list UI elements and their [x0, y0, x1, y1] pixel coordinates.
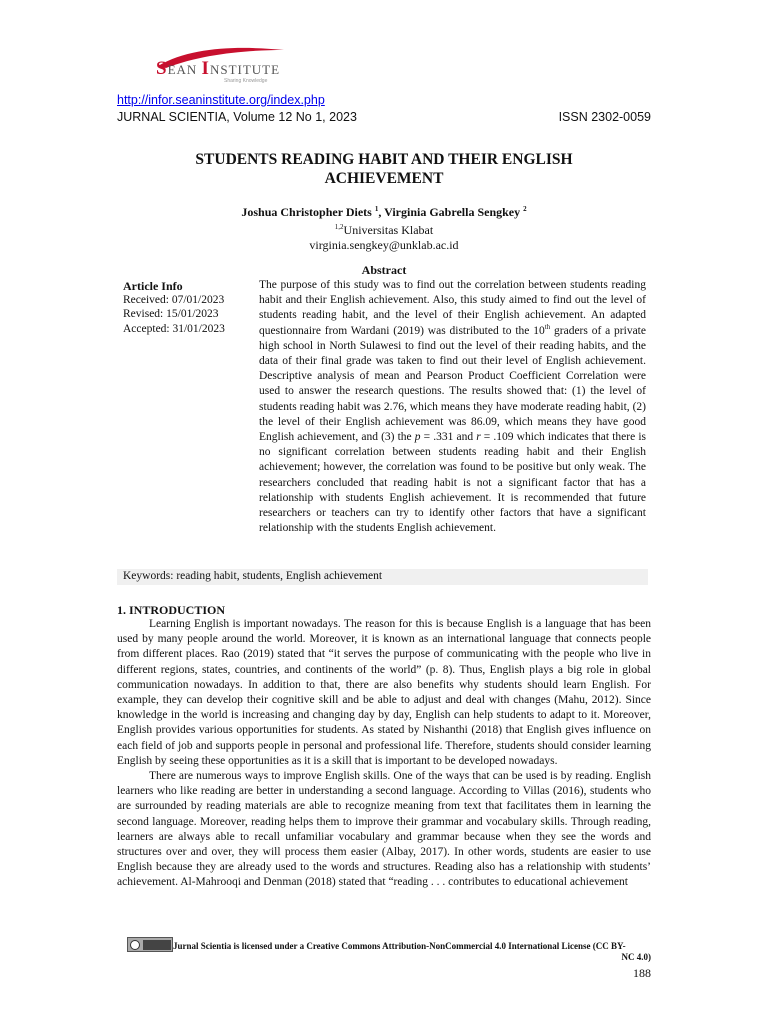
revised-date: Revised: 15/01/2023	[123, 308, 219, 321]
author-2: Virginia Gabrella Sengkey	[384, 205, 521, 219]
introduction-heading: 1. INTRODUCTION	[117, 603, 226, 617]
journal-issn: ISSN 2302-0059	[558, 110, 651, 124]
introduction-body	[117, 617, 651, 891]
sean-institute-logo	[152, 44, 292, 88]
author-names	[117, 202, 651, 220]
article-info-heading: Article Info	[123, 279, 183, 293]
cc-circle-icon	[130, 940, 140, 950]
license-line-2: NC 4.0)	[621, 952, 651, 962]
logo-wordmark: SEAN INSTITUTE	[156, 58, 281, 79]
author-2-sup: 2	[523, 205, 527, 213]
cc-by-nc-icon	[143, 940, 171, 950]
abstract-sup-th: th	[544, 322, 551, 331]
paper-title-line1: STUDENTS READING HABIT AND THEIR ENGLISH	[195, 151, 573, 168]
intro-paragraph-2: There are numerous ways to improve English skills. One of the ways that can be used is by reading. English learners who like reading are better in understanding a second language. According to Villas (2016), students who are surrounded by reading materials are able to recognize meaning from text that facilitates them in learning the second language. Moreover, reading helps them to improve their grammar and vocabulary skills. Through reading, learners are always able to recall unfamiliar vocabulary and grammar because when they see the words and structures over and over, they will process them easier (Albay, 2017). In other words, students are easier to use English because they are already used to the words and structures. Reading also has a relationship with students’ achievement. Al-Mahrooqi and Denman (2018) stated that “reading . . . contributes to educational achievement	[117, 770, 651, 889]
abstract-text-3: which indicates that there is no significant correlation between students reading habit and their English achievement; however, the correlation was found to be positive but only weak. The researchers concluded that reading habit is not a significant factor that has a relationship with students English achievement. It is recommended that future researchers or teachers can try to identify other factors that have a significant relationship with the students English achievement.	[259, 431, 646, 535]
p-value: = .331 and	[420, 431, 477, 444]
author-block	[117, 202, 651, 253]
page-number: 188	[633, 966, 651, 980]
abstract-body	[259, 278, 646, 536]
license-line-1: Jurnal Scientia is licensed under a Creative Commons Attribution-NonCommercial 4.0 International License (CC BY-	[173, 941, 626, 951]
paper-title	[117, 150, 651, 188]
affiliation-name: Universitas Klabat	[343, 223, 434, 237]
r-value: = .109	[480, 431, 514, 444]
author-1: Joshua Christopher Diets	[241, 205, 372, 219]
logo-tagline: Sharing Knowledge	[224, 78, 268, 84]
author-1-sup: 1	[374, 205, 379, 213]
author-email: virginia.sengkey@unklab.ac.id	[309, 238, 459, 252]
intro-paragraph-1: Learning English is important nowadays. The reason for this is because English is a language that has been used by many people around the world. Moreover, it is known as an international language that connects people from different places. Rao (2019) stated that “it serves the purpose of communicating with the people who live in different regions, states, countries, and continents of the world” (p. 8). Thus, English plays a big role in global communication nowadays. In addition to that, there are also benefits why students should learn English. For example, they can develop their cognitive skill and be able to adjust and deal with changes (Mahu, 2012). Since knowledge in the world is increasing and changing day by day, English can help students to adapt to it. Moreover, English provides various opportunities for students. As stated by Nishanthi (2018) that English gives influence on each field of job and supports people in personal and professional life. Therefore, students should consider learning English by seeing these opportunities as it is a skill that is important to be developed nowadays.	[117, 618, 651, 767]
journal-volume: JURNAL SCIENTIA, Volume 12 No 1, 2023	[117, 110, 357, 124]
abstract-text-2: graders of a private high school in North Sulawesi to find out the level of their reading habits, and the data of their final grade was taken to find out their level of English achievement. Descriptive analysis of mean and Pearson Product Coefficient Correlation were used to answer the research questions. The results showed that: (1) the level of students reading habit was 2.76, which means they have moderate reading habit, (2) the level of their English achievement was 86.09, which means they have good English achievement, and (3) the	[259, 324, 646, 444]
journal-url-link[interactable]: http://infor.seaninstitute.org/index.php	[117, 93, 325, 107]
paper-title-line2: ACHIEVEMENT	[324, 170, 444, 187]
received-date: Received: 07/01/2023	[123, 294, 225, 307]
author-separator: ,	[378, 205, 385, 219]
accepted-date: Accepted: 31/01/2023	[123, 322, 225, 335]
keywords: Keywords: reading habit, students, English achievement	[123, 570, 383, 582]
article-info	[123, 279, 253, 336]
affiliation	[117, 220, 651, 238]
journal-header-line	[117, 110, 651, 124]
r-symbol: r	[476, 431, 481, 444]
license-text	[173, 941, 651, 963]
abstract-text-1: The purpose of this study was to find out the correlation between students reading habit and their English achievement. Also, this study aimed to find out the level of students reading habit, and the level of their English achievement. An adapted questionnaire from Wardani (2019) was distributed to the 10	[259, 279, 646, 337]
cc-license-icon[interactable]	[127, 937, 173, 952]
affiliation-sup: 1,2	[334, 223, 344, 231]
p-symbol: p	[414, 431, 421, 444]
abstract-heading: Abstract	[361, 263, 407, 277]
